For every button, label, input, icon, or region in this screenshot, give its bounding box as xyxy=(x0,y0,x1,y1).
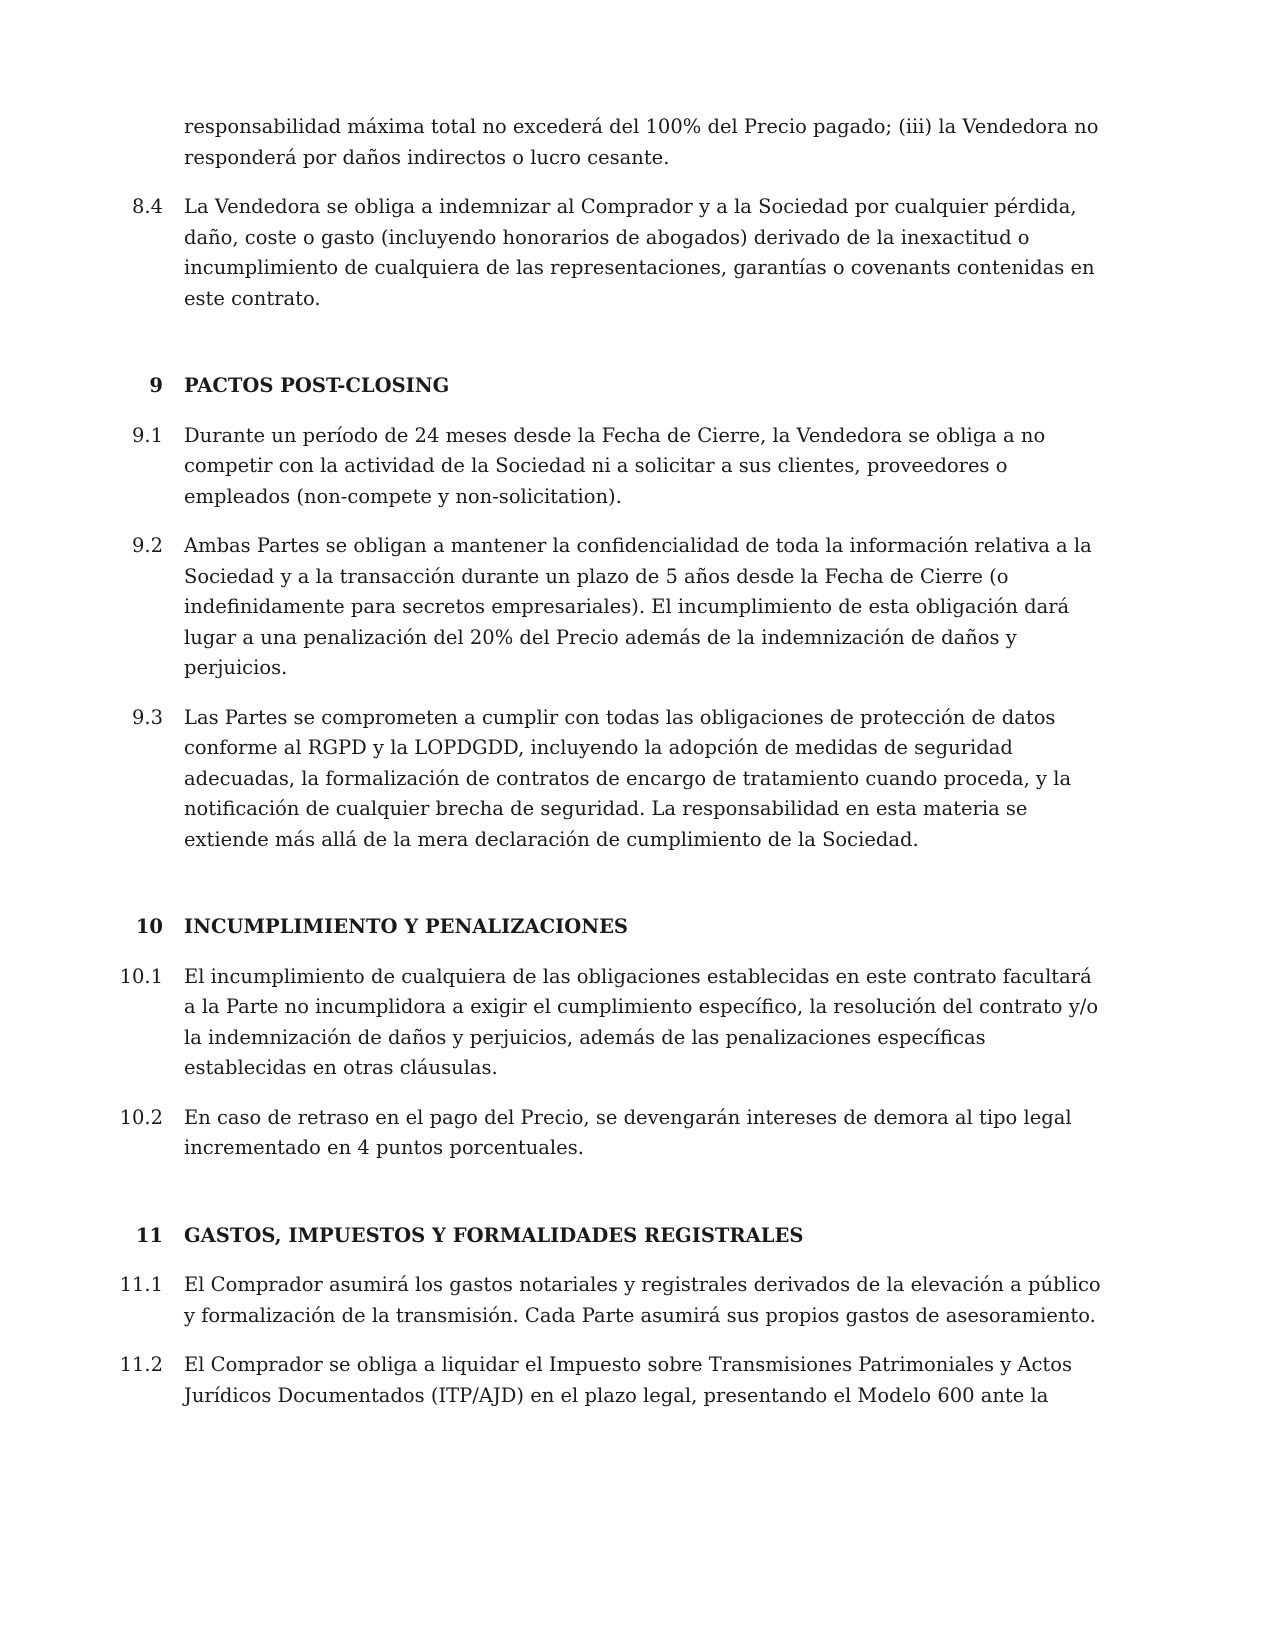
clause-text: El incumplimiento de cualquiera de las obligaciones establecidas en este contrato facultará a la Parte no incumplidora a exigir el cumplimiento específico, la resolución del contrato y/o la indemnización de daños y perjuicios, además de las penalizaciones específicas establecidas en otras cláusulas. xyxy=(184,964,1099,1079)
clause-9-3 xyxy=(0,703,1275,856)
clause-11-1 xyxy=(0,1270,1275,1331)
clause-text: responsabilidad máxima total no excederá del 100% del Precio pagado; (iii) la Vendedora no responderá por daños indirectos o lucro cesante. xyxy=(184,115,1099,169)
clause-number: 9.2 xyxy=(131,534,163,557)
section-heading-9 xyxy=(0,371,1275,402)
clause-number: 9.1 xyxy=(131,423,163,447)
section-heading-11 xyxy=(0,1221,1275,1252)
clause-9-1 xyxy=(0,421,1275,513)
clause-number: 11.1 xyxy=(119,1273,163,1296)
clause-10-2 xyxy=(0,1103,1275,1164)
section-number: 10 xyxy=(135,915,163,938)
clause-9-2 xyxy=(0,531,1275,684)
clause-number: 10.2 xyxy=(119,1105,163,1129)
clause-text: El Comprador asumirá los gastos notariales y registrales derivados de la elevación a público y formalización de la transmisión. Cada Parte asumirá sus propios gastos de asesoramiento. xyxy=(184,1273,1101,1327)
clause-number: 9.3 xyxy=(131,705,163,729)
clause-text: En caso de retraso en el pago del Precio, se devengarán intereses de demora al tipo legal incrementado en 4 puntos porcentuales. xyxy=(184,1105,1072,1159)
section-number: 9 xyxy=(149,374,163,397)
clause-text: Ambas Partes se obligan a mantener la confidencialidad de toda la información relativa a la Sociedad y a la transacción durante un plazo de 5 años desde la Fecha de Cierre (o indefinidamente para secretos empresariales). El incumplimiento de esta obligación dará lugar a una penalización del 20% del Precio además de la indemnización de daños y perjuicios. xyxy=(184,534,1092,679)
clause-10-1 xyxy=(0,962,1275,1084)
clause-number: 10.1 xyxy=(119,964,163,988)
section-title: INCUMPLIMIENTO Y PENALIZACIONES xyxy=(184,915,629,938)
clause-number: 11.2 xyxy=(119,1353,163,1376)
clause-text: El Comprador se obliga a liquidar el Impuesto sobre Transmisiones Patrimoniales y Actos Jurídicos Documentados (ITP/AJD) en el plazo legal, presentando el Modelo 600 ante la xyxy=(184,1353,1073,1407)
clause-text: Durante un período de 24 meses desde la Fecha de Cierre, la Vendedora se obliga a no competir con la actividad de la Sociedad ni a solicitar a sus clientes, proveedores o empleados (non-compete y non-solicitation). xyxy=(184,423,1046,508)
clause-text: Las Partes se comprometen a cumplir con todas las obligaciones de protección de datos conforme al RGPD y la LOPDGDD, incluyendo la adopción de medidas de seguridad adecuadas, la formalización de contratos de encargo de tratamiento cuando proceda, y la notificación de cualquier brecha de seguridad. La responsabilidad en esta materia se extiende más allá de la mera declaración de cumplimiento de la Sociedad. xyxy=(184,705,1072,851)
clause-8-4 xyxy=(0,192,1275,314)
clause-11-2 xyxy=(0,1350,1275,1411)
section-title: PACTOS POST-CLOSING xyxy=(184,374,450,397)
section-title: GASTOS, IMPUESTOS Y FORMALIDADES REGISTRALES xyxy=(184,1223,804,1247)
clause-8-3-continuation xyxy=(0,112,1275,173)
clause-text: La Vendedora se obliga a indemnizar al Comprador y a la Sociedad por cualquier pérdida, daño, coste o gasto (incluyendo honorarios de abogados) derivado de la inexactitud o incumplimiento de cualquiera de las representaciones, garantías o covenants contenidas en este contrato. xyxy=(184,195,1095,310)
section-number: 11 xyxy=(135,1223,163,1247)
section-heading-10 xyxy=(0,912,1275,943)
clause-number: 8.4 xyxy=(131,195,163,218)
document-page xyxy=(0,112,1275,1430)
